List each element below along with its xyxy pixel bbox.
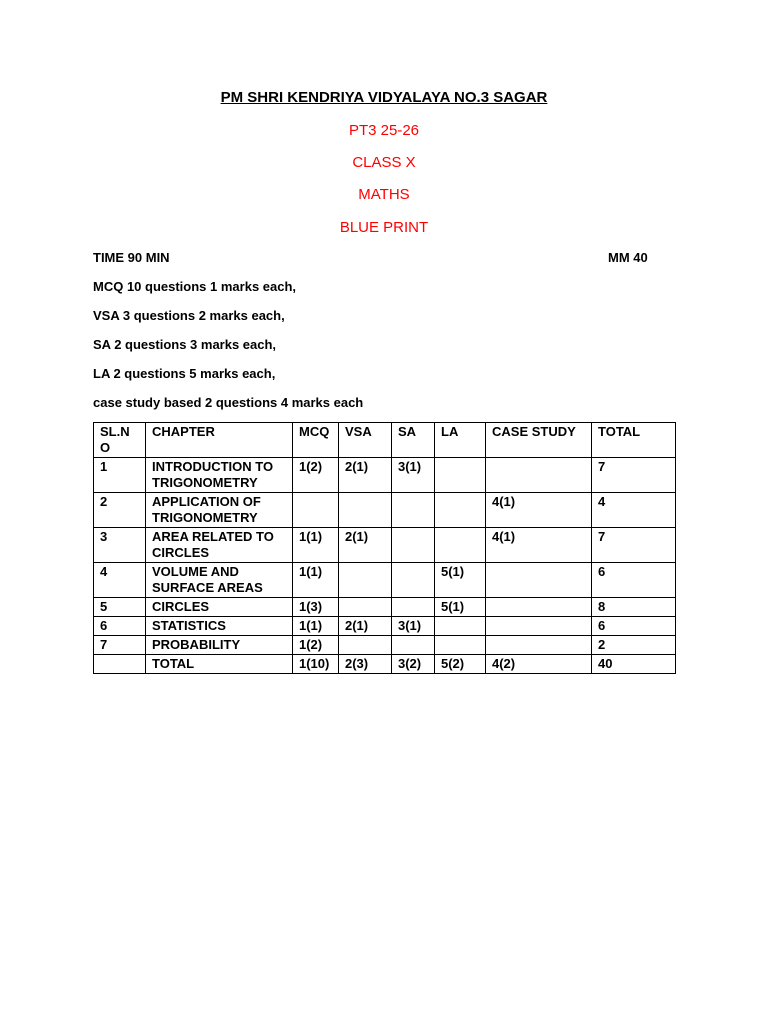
cell-slno: 4 [94, 563, 146, 598]
cell-vsa [339, 598, 392, 617]
cell-slno: 5 [94, 598, 146, 617]
table-row [94, 458, 676, 493]
cell-total: 2 [592, 636, 676, 655]
cell-la [435, 528, 486, 563]
table-row [94, 493, 676, 528]
cell-sa [392, 636, 435, 655]
cell-case-study [486, 563, 592, 598]
time-label: TIME 90 MIN [93, 250, 170, 265]
cell-case-study: 4(1) [486, 528, 592, 563]
instruction-vsa: VSA 3 questions 2 marks each, [93, 308, 285, 323]
cell-vsa [339, 636, 392, 655]
cell-mcq: 1(1) [293, 617, 339, 636]
school-name: PM SHRI KENDRIYA VIDYALAYA NO.3 SAGAR [220, 89, 548, 106]
table-row [94, 598, 676, 617]
cell-la: 5(2) [435, 655, 486, 674]
subject-title: MATHS [358, 186, 410, 203]
cell-la: LA [435, 423, 486, 458]
cell-total: 7 [592, 528, 676, 563]
cell-slno: SL.NO [94, 423, 146, 458]
cell-case-study [486, 598, 592, 617]
cell-chapter: CIRCLES [146, 598, 293, 617]
cell-total: 6 [592, 563, 676, 598]
cell-vsa: 2(1) [339, 458, 392, 493]
cell-mcq: 1(1) [293, 563, 339, 598]
cell-mcq: 1(1) [293, 528, 339, 563]
cell-total: 6 [592, 617, 676, 636]
cell-sa: 3(1) [392, 617, 435, 636]
cell-vsa: 2(1) [339, 528, 392, 563]
cell-vsa: 2(1) [339, 617, 392, 636]
cell-slno: 2 [94, 493, 146, 528]
table-row [94, 528, 676, 563]
cell-case-study [486, 617, 592, 636]
cell-chapter: APPLICATION OF TRIGONOMETRY [146, 493, 293, 528]
cell-chapter: TOTAL [146, 655, 293, 674]
cell-chapter: CHAPTER [146, 423, 293, 458]
instruction-sa: SA 2 questions 3 marks each, [93, 337, 277, 352]
cell-sa [392, 528, 435, 563]
cell-slno: 1 [94, 458, 146, 493]
cell-total: 7 [592, 458, 676, 493]
cell-total: 8 [592, 598, 676, 617]
cell-chapter: AREA RELATED TO CIRCLES [146, 528, 293, 563]
cell-chapter: VOLUME AND SURFACE AREAS [146, 563, 293, 598]
cell-chapter: STATISTICS [146, 617, 293, 636]
cell-mcq: 1(10) [293, 655, 339, 674]
cell-sa: 3(2) [392, 655, 435, 674]
cell-vsa [339, 493, 392, 528]
cell-la: 5(1) [435, 598, 486, 617]
cell-sa: 3(1) [392, 458, 435, 493]
table-row [94, 636, 676, 655]
doc-type-title: BLUE PRINT [339, 219, 429, 236]
cell-vsa: VSA [339, 423, 392, 458]
max-marks-label: MM 40 [608, 250, 648, 265]
cell-sa [392, 563, 435, 598]
cell-vsa: 2(3) [339, 655, 392, 674]
cell-case-study [486, 458, 592, 493]
table-row [94, 563, 676, 598]
cell-total: 4 [592, 493, 676, 528]
table-header-row [94, 423, 676, 458]
cell-mcq: MCQ [293, 423, 339, 458]
cell-la [435, 458, 486, 493]
cell-la [435, 617, 486, 636]
cell-slno: 6 [94, 617, 146, 636]
cell-case-study: 4(1) [486, 493, 592, 528]
cell-chapter: INTRODUCTION TO TRIGONOMETRY [146, 458, 293, 493]
cell-mcq: 1(2) [293, 458, 339, 493]
exam-title: PT3 25-26 [348, 122, 420, 139]
cell-sa [392, 598, 435, 617]
instruction-la: LA 2 questions 5 marks each, [93, 366, 276, 381]
cell-total: 40 [592, 655, 676, 674]
blueprint-table [93, 422, 676, 674]
cell-la [435, 636, 486, 655]
table-row [94, 655, 676, 674]
cell-sa [392, 493, 435, 528]
cell-chapter: PROBABILITY [146, 636, 293, 655]
cell-la: 5(1) [435, 563, 486, 598]
cell-mcq [293, 493, 339, 528]
class-title: CLASS X [352, 154, 416, 171]
cell-slno: 3 [94, 528, 146, 563]
cell-case-study: 4(2) [486, 655, 592, 674]
cell-slno: 7 [94, 636, 146, 655]
cell-case-study [486, 636, 592, 655]
cell-la [435, 493, 486, 528]
table-row [94, 617, 676, 636]
cell-case-study: CASE STUDY [486, 423, 592, 458]
cell-mcq: 1(3) [293, 598, 339, 617]
instruction-mcq: MCQ 10 questions 1 marks each, [93, 279, 297, 294]
cell-vsa [339, 563, 392, 598]
cell-sa: SA [392, 423, 435, 458]
cell-mcq: 1(2) [293, 636, 339, 655]
cell-total: TOTAL [592, 423, 676, 458]
instruction-case-study: case study based 2 questions 4 marks each [93, 395, 364, 410]
cell-slno [94, 655, 146, 674]
